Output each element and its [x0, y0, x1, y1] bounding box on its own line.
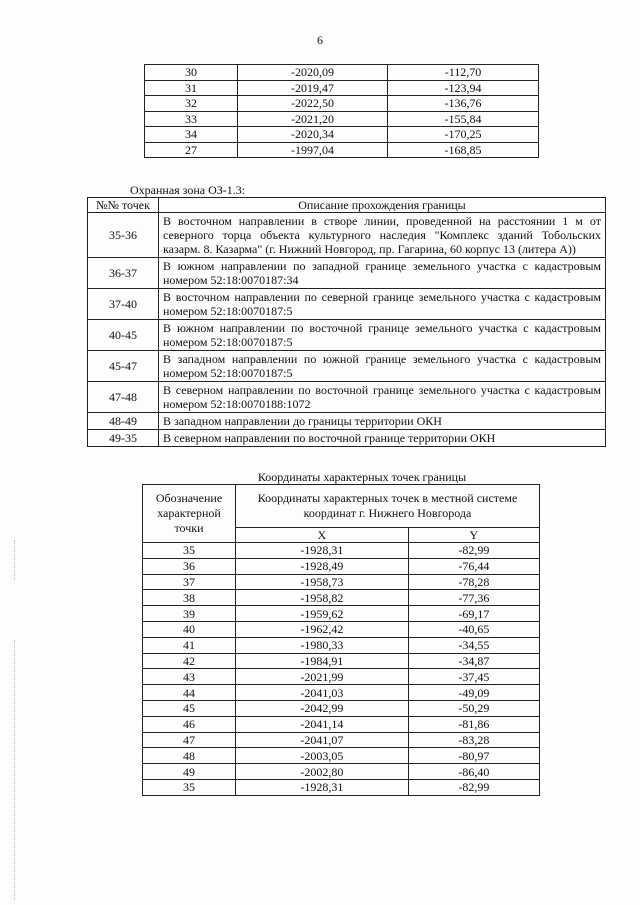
y-coordinate-cell: -76,44: [408, 558, 539, 574]
zone-description-cell: В северном направлении по восточной границе территории ОКН: [159, 430, 606, 447]
zone-description-cell: В северном направлении по восточной границе земельного участка с кадастровым номером 52:18:0070188:1072: [159, 382, 606, 413]
coordinates-table: [142, 484, 540, 796]
coord-header-system: Координаты характерных точек в местной системе координат г. Нижнего Новгорода: [236, 485, 540, 528]
x-coordinate-cell: -2041,07: [236, 732, 409, 748]
x-coordinate-cell: -1928,31: [236, 779, 409, 795]
table-row: [88, 213, 606, 258]
table-row: [143, 606, 540, 622]
x-coordinate-cell: -1928,31: [236, 543, 409, 559]
y-coordinate-cell: -81,86: [408, 716, 539, 732]
y-coordinate-cell: -168,85: [388, 142, 539, 158]
point-name-cell: 37: [143, 574, 236, 590]
point-name-cell: 49: [143, 764, 236, 780]
table-row: [143, 669, 540, 685]
y-coordinate-cell: -136,76: [388, 96, 539, 112]
point-number-cell: 31: [145, 80, 238, 96]
x-coordinate-cell: -1958,73: [236, 574, 409, 590]
zone-points-cell: 37-40: [88, 289, 159, 320]
x-coordinate-cell: -1928,49: [236, 558, 409, 574]
zone-description-cell: В западном направлении по южной границе земельного участка с кадастровым номером 52:18:0070187:5: [159, 351, 606, 382]
point-number-cell: 33: [145, 111, 238, 127]
coord-header-x: X: [236, 528, 409, 543]
x-coordinate-cell: -2019,47: [238, 80, 388, 96]
y-coordinate-cell: -112,70: [388, 65, 539, 81]
zone-points-cell: 36-37: [88, 258, 159, 289]
point-name-cell: 35: [143, 779, 236, 795]
zone-description-cell: В восточном направлении по северной границе земельного участка с кадастровым номером 52:18:0070187:5: [159, 289, 606, 320]
x-coordinate-cell: -1980,33: [236, 637, 409, 653]
table-row: [143, 779, 540, 795]
y-coordinate-cell: -69,17: [408, 606, 539, 622]
table-row: [143, 574, 540, 590]
point-name-cell: 42: [143, 653, 236, 669]
table-row: [88, 382, 606, 413]
top-coordinates-table: [144, 64, 539, 158]
table-row: [143, 764, 540, 780]
table-row: [88, 320, 606, 351]
coordinates-title: Координаты характерных точек границы: [257, 470, 467, 484]
point-name-cell: 48: [143, 748, 236, 764]
table-row: [145, 111, 539, 127]
point-name-cell: 36: [143, 558, 236, 574]
point-name-cell: 46: [143, 716, 236, 732]
table-row: [88, 430, 606, 447]
table-row: [88, 258, 606, 289]
zone-points-cell: 45-47: [88, 351, 159, 382]
table-row: [88, 289, 606, 320]
y-coordinate-cell: -40,65: [408, 621, 539, 637]
table-row: [143, 732, 540, 748]
table-row: [145, 127, 539, 143]
x-coordinate-cell: -1958,82: [236, 590, 409, 606]
x-coordinate-cell: -2002,80: [236, 764, 409, 780]
point-name-cell: 39: [143, 606, 236, 622]
table-row: [88, 351, 606, 382]
scan-artifact: [14, 640, 16, 900]
point-name-cell: 41: [143, 637, 236, 653]
point-name-cell: 47: [143, 732, 236, 748]
x-coordinate-cell: -2021,99: [236, 669, 409, 685]
table-row: [145, 80, 539, 96]
zone-points-cell: 49-35: [88, 430, 159, 447]
y-coordinate-cell: -86,40: [408, 764, 539, 780]
zone-boundary-table: [87, 197, 606, 447]
point-name-cell: 38: [143, 590, 236, 606]
x-coordinate-cell: -2022,50: [238, 96, 388, 112]
zone-description-cell: В южном направлении по западной границе земельного участка с кадастровым номером 52:18:0070187:34: [159, 258, 606, 289]
zone-points-cell: 48-49: [88, 413, 159, 430]
table-row: [88, 413, 606, 430]
x-coordinate-cell: -1997,04: [238, 142, 388, 158]
coord-header-point-name: Обозначение характерной точки: [143, 485, 236, 543]
point-number-cell: 27: [145, 142, 238, 158]
y-coordinate-cell: -34,55: [408, 637, 539, 653]
x-coordinate-cell: -1984,91: [236, 653, 409, 669]
point-number-cell: 34: [145, 127, 238, 143]
zone-points-cell: 47-48: [88, 382, 159, 413]
y-coordinate-cell: -82,99: [408, 779, 539, 795]
x-coordinate-cell: -2041,14: [236, 716, 409, 732]
y-coordinate-cell: -34,87: [408, 653, 539, 669]
zone-title: Охранная зона ОЗ-1.3:: [130, 183, 246, 197]
y-coordinate-cell: -78,28: [408, 574, 539, 590]
page-number: 6: [317, 33, 323, 47]
x-coordinate-cell: -2021,20: [238, 111, 388, 127]
x-coordinate-cell: -2020,34: [238, 127, 388, 143]
x-coordinate-cell: -1962,42: [236, 621, 409, 637]
y-coordinate-cell: -123,94: [388, 80, 539, 96]
point-number-cell: 32: [145, 96, 238, 112]
y-coordinate-cell: -50,29: [408, 700, 539, 716]
x-coordinate-cell: -1959,62: [236, 606, 409, 622]
coord-header-row: [143, 485, 540, 528]
y-coordinate-cell: -82,99: [408, 543, 539, 559]
coord-header-y: Y: [408, 528, 539, 543]
point-name-cell: 35: [143, 543, 236, 559]
table-row: [145, 65, 539, 81]
table-row: [143, 716, 540, 732]
point-number-cell: 30: [145, 65, 238, 81]
table-row: [143, 558, 540, 574]
zone-description-cell: В западном направлении до границы территории ОКН: [159, 413, 606, 430]
zone-points-cell: 35-36: [88, 213, 159, 258]
table-row: [143, 543, 540, 559]
point-name-cell: 40: [143, 621, 236, 637]
table-row: [143, 590, 540, 606]
y-coordinate-cell: -37,45: [408, 669, 539, 685]
table-row: [143, 748, 540, 764]
scan-artifact: [14, 540, 16, 580]
x-coordinate-cell: -2020,09: [238, 65, 388, 81]
table-row: [143, 685, 540, 701]
y-coordinate-cell: -80,97: [408, 748, 539, 764]
table-row: [143, 700, 540, 716]
table-row: [145, 96, 539, 112]
zone-points-cell: 40-45: [88, 320, 159, 351]
y-coordinate-cell: -49,09: [408, 685, 539, 701]
point-name-cell: 44: [143, 685, 236, 701]
x-coordinate-cell: -2003,05: [236, 748, 409, 764]
y-coordinate-cell: -155,84: [388, 111, 539, 127]
table-row: [143, 653, 540, 669]
zone-description-cell: В восточном направлении в створе линии, проведенной на расстоянии 1 м от северного торца объекта культурного наследия "Комплекс зданий Тобольских казарм. 8. Казарма" (г. Нижний Новгород, пр. Гагарина, 60 корпус 13 (литера А)): [159, 213, 606, 258]
zone-header-row: [88, 198, 606, 213]
y-coordinate-cell: -77,36: [408, 590, 539, 606]
x-coordinate-cell: -2042,99: [236, 700, 409, 716]
table-row: [143, 637, 540, 653]
table-row: [145, 142, 539, 158]
point-name-cell: 45: [143, 700, 236, 716]
y-coordinate-cell: -83,28: [408, 732, 539, 748]
y-coordinate-cell: -170,25: [388, 127, 539, 143]
zone-header-description: Описание прохождения границы: [159, 198, 606, 213]
table-row: [143, 621, 540, 637]
zone-description-cell: В южном направлении по восточной границе земельного участка с кадастровым номером 52:18:0070187:5: [159, 320, 606, 351]
point-name-cell: 43: [143, 669, 236, 685]
zone-header-points: №№ точек: [88, 198, 159, 213]
x-coordinate-cell: -2041,03: [236, 685, 409, 701]
